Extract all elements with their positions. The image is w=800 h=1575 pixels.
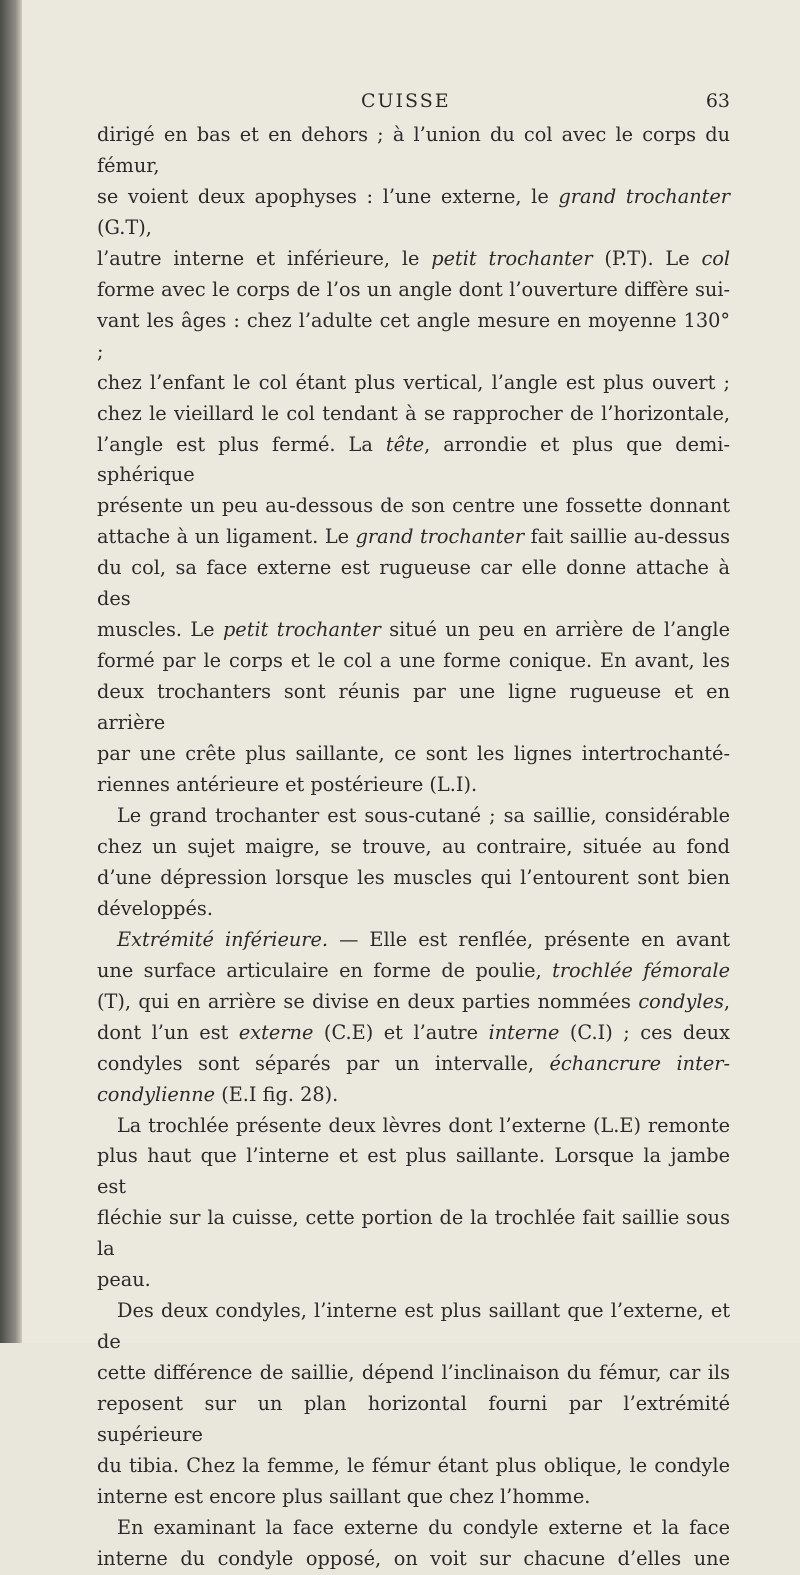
italic-term: condyles [638, 989, 724, 1013]
text-run: chez le vieillard le col tendant à se rapprocher de l’horizontale, [97, 401, 730, 425]
italic-term: grand trochanter [355, 525, 525, 549]
text-run: (C.I) ; ces deux [559, 1020, 730, 1044]
text-run: Des deux condyles, l’interne est plus saillant que l’externe, et de [97, 1299, 730, 1354]
text-run: dirigé en bas et en dehors ; à l’union du col avec le corps du fémur, [97, 123, 730, 177]
running-title: CUISSE [361, 90, 451, 112]
italic-term: grand trochanter [558, 184, 730, 208]
text-run: d’une dépression lorsque les muscles qui l’entourent sont bien [97, 865, 730, 889]
text-run: fait saillie au-dessus [524, 525, 731, 549]
text-line [97, 1544, 730, 1575]
text-run: muscles. Le [97, 618, 223, 642]
italic-term: échancrure inter- [549, 1051, 730, 1075]
text-run: dont l’un est [97, 1020, 239, 1044]
text-run: reposent sur un plan horizontal fourni par l’extrémité supérieure [97, 1392, 730, 1447]
text-line [97, 894, 730, 925]
italic-term: externe [238, 1020, 314, 1044]
italic-term: petit trochanter [222, 618, 381, 642]
text-line [97, 1513, 730, 1544]
text-line [97, 1049, 730, 1080]
text-run: cette différence de saillie, dépend l’inclinaison du fémur, car ils [97, 1361, 730, 1385]
text-run: du tibia. Chez la femme, le fémur étant plus oblique, le condyle [97, 1453, 730, 1477]
body-text [97, 120, 730, 1575]
italic-term: petit trochanter [431, 246, 593, 270]
text-run: formé par le corps et le col a une forme conique. En avant, les [97, 649, 730, 673]
text-line [97, 522, 730, 553]
text-line [97, 244, 730, 275]
text-line [97, 1482, 730, 1513]
text-line [97, 925, 730, 956]
text-line [97, 801, 730, 832]
text-run: condyles sont séparés par un intervalle, [97, 1051, 550, 1075]
text-run: forme avec le corps de l’os un angle dont l’ouverture diffère sui- [97, 277, 730, 301]
text-run: chez l’enfant le col étant plus vertical, l’angle est plus ouvert ; [97, 370, 730, 394]
text-line [97, 1296, 730, 1358]
text-line [97, 1389, 730, 1451]
text-run: fléchie sur la cuisse, cette portion de la trochlée fait saillie sous la [97, 1206, 730, 1261]
text-run: se voient deux apophyses : l’une externe, le [97, 184, 559, 208]
text-run: , [723, 989, 730, 1013]
book-page [22, 0, 800, 1570]
text-run: (G.T), [97, 215, 152, 239]
text-run: par une crête plus saillante, ce sont les lignes intertrochanté- [97, 742, 730, 766]
text-line [97, 553, 730, 615]
text-line [97, 1080, 730, 1111]
text-line [97, 832, 730, 863]
text-line [97, 368, 730, 399]
text-line [97, 1203, 730, 1265]
text-line [97, 1265, 730, 1296]
text-line [97, 956, 730, 987]
text-run: du col, sa face externe est rugueuse car elle donne attache à des [97, 556, 730, 611]
text-run: — Elle est renflée, présente en avant [328, 927, 730, 951]
text-run: deux trochanters sont réunis par une ligne rugueuse et en arrière [97, 680, 730, 735]
text-run: En examinant la face externe du condyle externe et la face [117, 1515, 730, 1539]
text-line [97, 646, 730, 677]
text-line [97, 491, 730, 522]
text-run: riennes antérieure et postérieure (L.I). [97, 773, 478, 797]
text-run: (P.T). Le [592, 246, 702, 270]
text-run: attache à un ligament. Le [97, 525, 356, 549]
text-line [97, 739, 730, 770]
italic-term: col [701, 246, 731, 270]
text-run: (E.I fig. 28). [215, 1082, 339, 1106]
text-run: présente un peu au-dessous de son centre une fossette donnant [97, 494, 730, 518]
text-line [97, 770, 730, 801]
text-line [97, 1141, 730, 1203]
page-number: 63 [705, 90, 730, 112]
text-line [97, 182, 730, 244]
text-run: plus haut que l’interne et est plus saillante. Lorsque la jambe est [97, 1144, 730, 1199]
text-line [97, 1018, 730, 1049]
text-run: , arrondie et plus que demi-sphérique [97, 432, 730, 487]
text-run: une surface articulaire en forme de poulie, [97, 958, 553, 982]
text-line [97, 1358, 730, 1389]
running-header [97, 90, 730, 120]
text-line [97, 120, 730, 182]
text-run: l’angle est plus fermé. La [97, 432, 386, 456]
italic-term: trochlée fémorale [552, 958, 730, 982]
text-run: interne du condyle opposé, on voit sur chacune d’elles une [97, 1546, 730, 1570]
text-line [97, 399, 730, 430]
text-line [97, 306, 730, 368]
italic-term: tête [385, 432, 425, 456]
text-line [97, 615, 730, 646]
text-run: La trochlée présente deux lèvres dont l’externe (L.E) remonte [117, 1113, 730, 1137]
text-line [97, 863, 730, 894]
text-run: Le grand trochanter est sous-cutané ; sa saillie, considérable [117, 803, 730, 827]
text-run: développés. [97, 896, 213, 920]
text-run: vant les âges : chez l’adulte cet angle mesure en moyenne 130° ; [97, 308, 730, 363]
italic-term: Extrémité inférieure. [117, 927, 329, 951]
text-line [97, 987, 730, 1018]
text-run: interne est encore plus saillant que chez l’homme. [97, 1484, 591, 1508]
italic-term: interne [488, 1020, 560, 1044]
text-line [97, 275, 730, 306]
text-run: (T), qui en arrière se divise en deux parties nommées [97, 989, 639, 1013]
italic-term: condylienne [97, 1082, 216, 1106]
text-run: situé un peu en arrière de l’angle [380, 618, 730, 642]
book-binding-shadow [0, 0, 22, 1343]
text-run: l’autre interne et inférieure, le [97, 246, 432, 270]
text-line [97, 430, 730, 492]
text-run: peau. [97, 1268, 151, 1292]
text-run: chez un sujet maigre, se trouve, au contraire, située au fond [97, 834, 730, 858]
text-line [97, 677, 730, 739]
text-line [97, 1111, 730, 1142]
text-run: (C.E) et l’autre [313, 1020, 489, 1044]
text-line [97, 1451, 730, 1482]
